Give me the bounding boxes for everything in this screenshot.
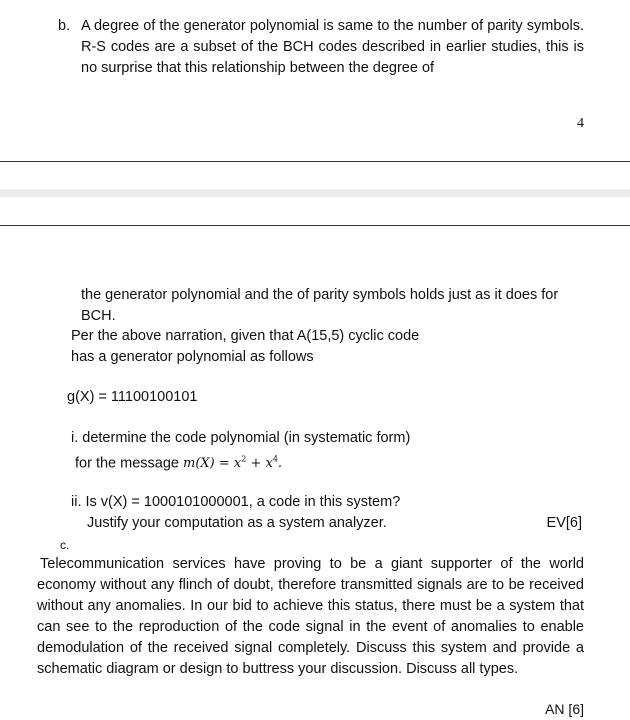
question-c-text: Telecommunication services have proving to be a giant supporter of the world economy without any flinch of doubt, therefore transmitted signals are to be received without any anomalies. In our bid to achieve this status, there must be a system that can see to the reproduction of the code signal in the event of anomalies to enable demodulation of the received signal completely. Discuss this system and provide a schematic diagram or design to buttress your discussion. Discuss all types. [37,556,584,677]
part-i-line-2 [71,449,501,474]
question-b-text: A degree of the generator polynomial is same to the number of parity symbols. R-S codes are a subset of the BCH codes described in earlier studies, this is no surprise that this relationship between the degree of [81,18,584,76]
part-ii-line-1: ii. Is v(X) = 1000101000001, a code in this system? [71,494,401,510]
generator-polynomial: g(X) = 11100100101 [67,389,198,405]
marks-an: AN [6] [545,701,584,717]
question-b-continuation: the generator polynomial and the of parity symbols holds just as it does for BCH. [81,287,559,324]
question-b [58,16,584,79]
marks-ev: EV[6] [546,515,582,531]
question-c-label: c. [60,538,70,552]
part-i-line-1: i. determine the code polynomial (in systematic form) [71,430,411,446]
part-i-message-label: for the message [75,455,179,472]
page-gap [0,189,630,197]
narration [71,326,471,368]
narration-line-1: Per the above narration, given that A(15,5) cyclic code [71,328,420,344]
message-polynomial: $m(X) = x^2 + x^4$. [183,455,283,472]
page-bottom-rule [0,161,630,162]
part-ii-line-2: Justify your computation as a system analyzer. [87,515,387,531]
part-i [71,428,501,474]
question-b-marker: b. [58,18,71,34]
page-top-rule [0,225,630,226]
page-number: 4 [577,116,584,131]
narration-line-2: has a generator polynomial as follows [71,349,314,365]
part-ii [71,492,501,534]
